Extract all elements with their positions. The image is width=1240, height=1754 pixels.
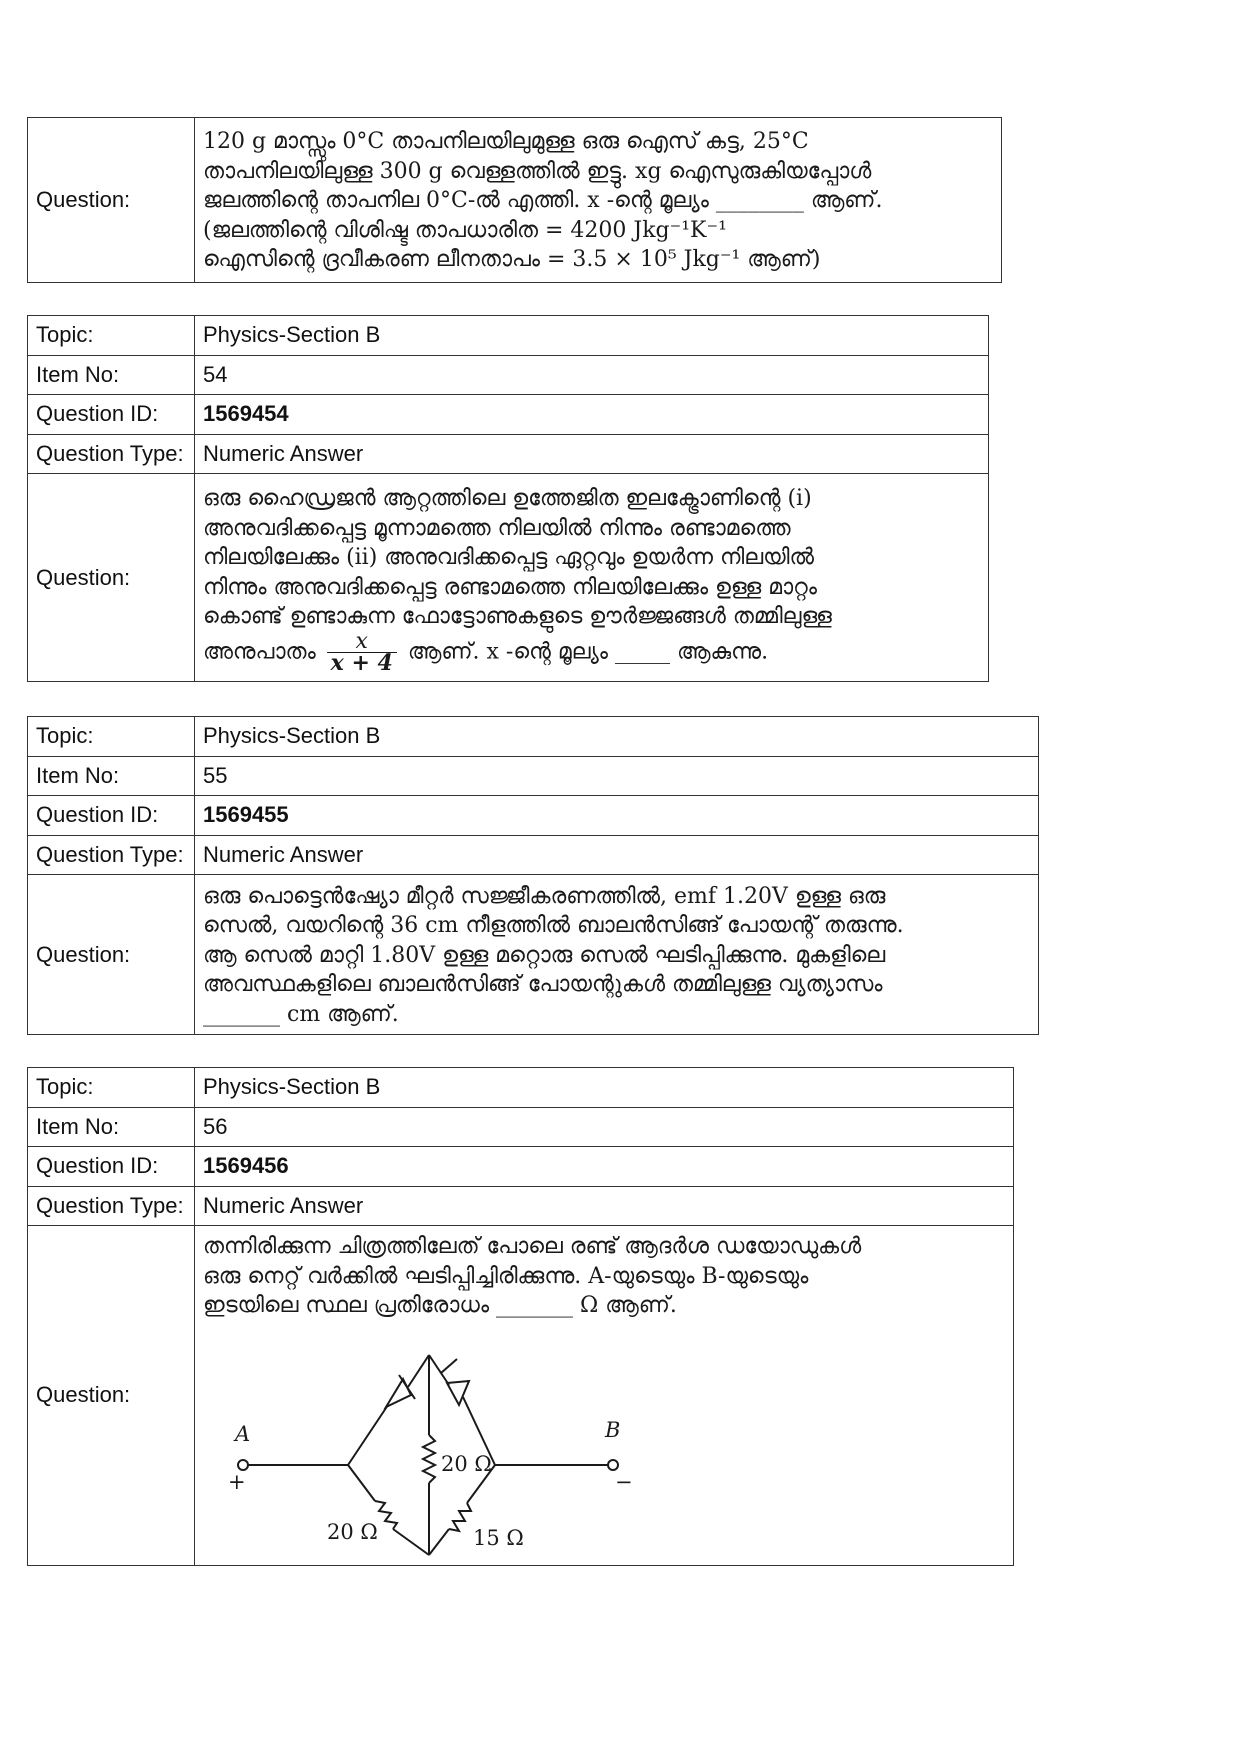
question-line: അനുവദിക്കപ്പെട്ട മൂന്നാമത്തെ നിലയിൽ നിന്നും രണ്ടാമത്തെ <box>203 515 791 541</box>
resistor-lower-left-label: 20 Ω <box>327 1519 378 1544</box>
question-line: തന്നിരിക്കുന്ന ചിത്രത്തിലേത് പോലെ രണ്ട് ആദർശ ഡയോഡുകൾ <box>203 1234 862 1259</box>
wire-upper-left-top <box>408 1355 429 1387</box>
question-type-label: Question Type: <box>28 835 195 875</box>
question-type-value: Numeric Answer <box>195 1186 1014 1226</box>
fraction <box>327 628 397 676</box>
topic-value: Physics-Section B <box>195 717 1039 757</box>
topic-label: Topic: <box>28 1068 195 1108</box>
question-type-label: Question Type: <box>28 434 195 474</box>
question-label: Question: <box>28 1226 195 1566</box>
question-label: Question: <box>28 875 195 1035</box>
question-table-56 <box>27 1067 1014 1566</box>
question-id-value: 1569454 <box>195 395 989 435</box>
topic-value: Physics-Section B <box>195 316 989 356</box>
question-id-label: Question ID: <box>28 1147 195 1187</box>
question-text <box>195 118 1002 283</box>
topic-value: Physics-Section B <box>195 1068 1014 1108</box>
question-type-value: Numeric Answer <box>195 434 989 474</box>
resistor-lower-right-label: 15 Ω <box>473 1525 524 1550</box>
question-table-55 <box>27 716 1039 1035</box>
question-tail: ആണ്. x -ന്റെ മൂല്യം _____ ആകുന്നു. <box>407 639 769 665</box>
item-no-value: 55 <box>195 756 1039 796</box>
question-line: ഒരു പൊട്ടെൻഷ്യോ മീറ്റർ സജ്ജീകരണത്തിൽ, emf 1.20V ഉള്ള ഒരു <box>203 883 886 909</box>
question-line: 120 g മാസ്സും 0°C താപനിലയിലുമുള്ള ഒരു ഐസ് കട്ട, 25°C <box>203 129 809 155</box>
question-id-value: 1569456 <box>195 1147 1014 1187</box>
question-line: ഇടയിലെ സ്ഥല പ്രതിരോധം _______ Ω ആണ്. <box>203 1293 677 1318</box>
wire-upper-left <box>348 1405 388 1465</box>
wire-lower-left-a <box>348 1465 375 1501</box>
wire-lower-left-b <box>393 1529 429 1555</box>
item-no-value: 56 <box>195 1107 1014 1147</box>
topic-label: Topic: <box>28 316 195 356</box>
question-label: Question: <box>28 118 195 283</box>
question-line: (ജലത്തിന്റെ വിശിഷ്ട താപധാരിത = 4200 Jkg⁻¹K⁻¹ <box>203 217 727 243</box>
question-line: _______ cm ആണ്. <box>203 1001 399 1027</box>
item-no-label: Item No: <box>28 756 195 796</box>
diode-right-bar <box>441 1359 457 1373</box>
question-table-partial <box>27 117 1002 283</box>
question-line: താപനിലയിലുള്ള 300 g വെള്ളത്തിൽ ഇട്ടു. xg ഐസുരുകിയപ്പോൾ <box>203 158 872 184</box>
question-line-fraction <box>203 628 980 676</box>
topic-label: Topic: <box>28 717 195 757</box>
question-line: ഒരു ഹൈഡ്രജൻ ആറ്റത്തിലെ ഉത്തേജിത ഇലക്ട്രോണിന്റെ (i) <box>203 486 812 512</box>
resistor-lower-right-icon <box>449 1503 471 1531</box>
item-no-label: Item No: <box>28 1107 195 1147</box>
question-line: ജലത്തിന്റെ താപനില 0°C-ൽ എത്തി. x -ന്റെ മൂല്യം ________ ആണ്. <box>203 188 883 214</box>
diode-left-icon <box>386 1379 411 1407</box>
fraction-numerator: x <box>327 632 397 653</box>
question-table-54 <box>27 315 989 682</box>
question-id-label: Question ID: <box>28 395 195 435</box>
question-line: ഐസിന്റെ ദ്രവീകരണ ലീനതാപം = 3.5 × 10⁵ Jkg⁻¹ ആണ്) <box>203 247 821 273</box>
terminal-b <box>608 1460 618 1470</box>
item-no-label: Item No: <box>28 355 195 395</box>
question-line: നിന്നും അനുവദിക്കപ്പെട്ട രണ്ടാമത്തെ നിലയിലേക്കും ഉള്ള മാറ്റം <box>203 574 818 600</box>
question-line: നിലയിലേക്കും (ii) അനുവദിക്കപ്പെട്ട ഏറ്റവും ഉയർന്ന നിലയിൽ <box>203 545 815 571</box>
question-line: ആ സെൽ മാറ്റി 1.80V ഉള്ള മറ്റൊരു സെൽ ഘടിപ്പിക്കുന്നു. മുകളിലെ <box>203 942 886 968</box>
resistor-middle-label: 20 Ω <box>441 1451 492 1476</box>
question-text <box>195 474 989 682</box>
question-line: സെൽ, വയറിന്റെ 36 cm നീളത്തിൽ ബാലൻസിങ്ങ് പോയന്റ് തരുന്നു. <box>203 913 904 939</box>
plus-sign: + <box>228 1469 246 1494</box>
fraction-denominator: x + 4 <box>330 649 393 676</box>
resistor-middle-icon <box>423 1435 435 1483</box>
question-text <box>195 875 1039 1035</box>
item-no-value: 54 <box>195 355 989 395</box>
question-line: കൊണ്ട് ഉണ്ടാകുന്ന ഫോട്ടോണുകളുടെ ഊർജ്ജങ്ങൾ തമ്മിലുള്ള <box>203 604 832 630</box>
ratio-word: അനുപാതം <box>203 639 316 665</box>
node-b-label: B <box>605 1417 621 1442</box>
question-type-label: Question Type: <box>28 1186 195 1226</box>
question-line: ഒരു നെറ്റ് വർക്കിൽ ഘടിപ്പിച്ചിരിക്കുന്നു. A-യുടെയും B-യുടെയും <box>203 1263 809 1289</box>
wire-lower-right-a <box>429 1529 449 1555</box>
node-a-label: A <box>235 1421 251 1446</box>
question-label: Question: <box>28 474 195 682</box>
terminal-a <box>238 1460 248 1470</box>
resistor-lower-left-icon <box>375 1501 397 1529</box>
question-line: അവസ്ഥകളിലെ ബാലൻസിങ്ങ് പോയന്റുകൾ തമ്മിലുള്ള വ്യത്യാസം <box>203 972 883 998</box>
question-id-label: Question ID: <box>28 796 195 836</box>
question-text <box>195 1226 1014 1566</box>
wire-upper-right-top <box>429 1355 449 1385</box>
diode-circuit-diagram <box>203 1325 643 1561</box>
question-type-value: Numeric Answer <box>195 835 1039 875</box>
question-id-value: 1569455 <box>195 796 1039 836</box>
minus-sign: − <box>615 1469 633 1494</box>
